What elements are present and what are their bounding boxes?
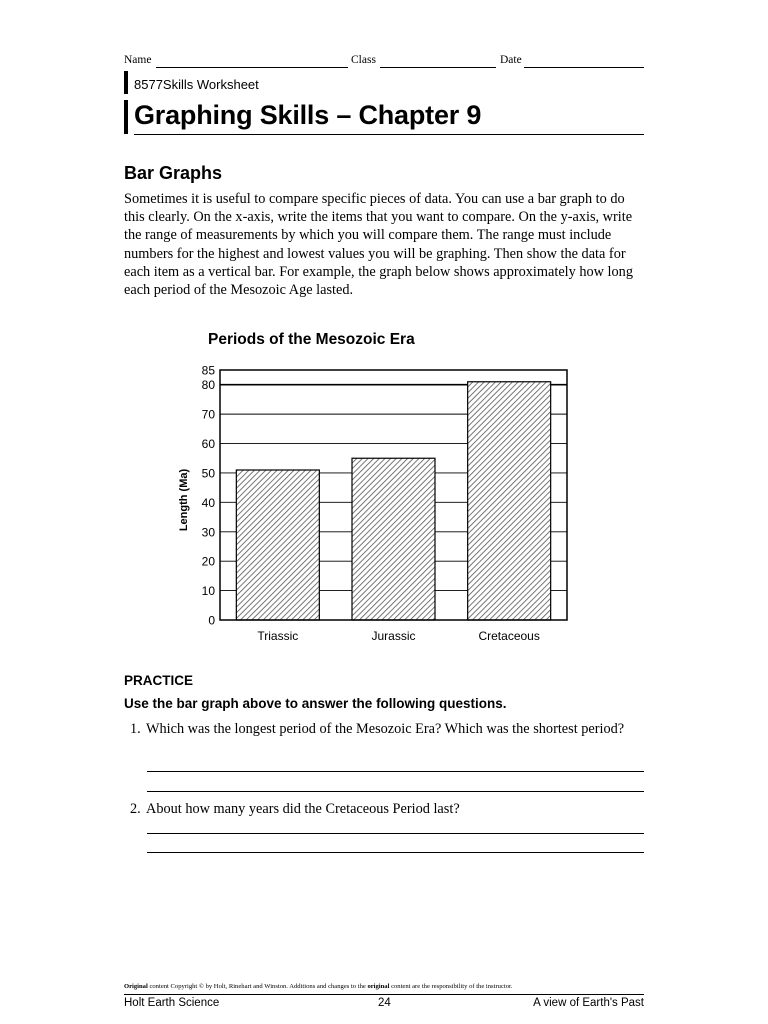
y-tick-labels: [202, 364, 216, 628]
y-tick-label: 10: [201, 584, 215, 599]
answer-line[interactable]: [147, 852, 644, 853]
class-label: Class: [351, 54, 376, 66]
copyright-original-2: original: [367, 983, 390, 990]
y-tick-label: 85: [201, 363, 215, 378]
y-tick-label: 80: [201, 378, 215, 393]
copyright-text-mid: content Copyright © by Holt, Rinehart and Winston. Additions and changes to the: [147, 983, 368, 990]
student-info-line: [124, 54, 644, 70]
practice-instruction: Use the bar graph above to answer the following questions.: [124, 696, 507, 711]
copyright-notice: [124, 983, 512, 990]
footer-rule: [124, 994, 644, 995]
date-blank: [524, 67, 644, 68]
answer-line[interactable]: [147, 833, 644, 834]
question-2-text: About how many years did the Cretaceous Period last?: [146, 801, 460, 817]
worksheet-label-rule: [124, 71, 128, 94]
name-blank: [156, 67, 348, 68]
footer-page-number: 24: [378, 997, 391, 1009]
footer-chapter-title: A view of Earth's Past: [533, 997, 644, 1009]
bar-cretaceous: [468, 382, 551, 620]
chart-title: Periods of the Mesozoic Era: [208, 331, 415, 348]
y-tick-label: 0: [208, 613, 215, 628]
class-blank: [380, 67, 496, 68]
page-title: Graphing Skills – Chapter 9: [134, 100, 482, 130]
practice-heading: PRACTICE: [124, 673, 194, 688]
copyright-original-1: Original: [124, 983, 148, 990]
y-tick-label: 50: [201, 466, 215, 481]
bar-chart: [0, 320, 768, 650]
bar-jurassic: [352, 458, 435, 620]
intro-paragraph: Sometimes it is useful to compare specific pieces of data. You can use a bar graph to do this clearly. On the x-axis, write the items that you want to compare. On the y-axis, write the range of measurements by which you will compare them. The range must include numbers for the highest and lowest values you will be graphing. Then show the data for each item as a vertical bar. For example, the graph below shows approximately how long each period of the Mesozoic Age lasted.: [124, 191, 633, 299]
x-tick-labels: [257, 629, 539, 643]
name-label: Name: [124, 54, 152, 66]
y-tick-label: 60: [201, 437, 215, 452]
question-1-number: 1.: [130, 721, 141, 737]
x-tick-label: Triassic: [257, 629, 299, 643]
x-tick-label: Cretaceous: [478, 629, 540, 643]
section-heading: Bar Graphs: [124, 163, 223, 183]
y-tick-label: 30: [201, 525, 215, 540]
copyright-text-end: content are the responsibility of the instructor.: [389, 983, 513, 990]
bars: [236, 382, 550, 620]
worksheet-label: 8577Skills Worksheet: [134, 77, 259, 92]
footer-book-title: Holt Earth Science: [124, 997, 220, 1009]
answer-line[interactable]: [147, 791, 644, 792]
question-2-number: 2.: [130, 801, 141, 817]
y-tick-label: 40: [201, 495, 215, 510]
title-rule: [124, 100, 128, 134]
answer-line[interactable]: [147, 771, 644, 772]
date-label: Date: [500, 54, 522, 66]
x-tick-label: Jurassic: [371, 629, 416, 643]
title-underline: [134, 134, 644, 135]
question-1-text: Which was the longest period of the Mesozoic Era? Which was the shortest period?: [146, 721, 625, 737]
y-tick-label: 70: [201, 407, 215, 422]
y-tick-label: 20: [201, 554, 215, 569]
bar-triassic: [236, 470, 319, 620]
y-axis-label: Length (Ma): [178, 468, 190, 532]
